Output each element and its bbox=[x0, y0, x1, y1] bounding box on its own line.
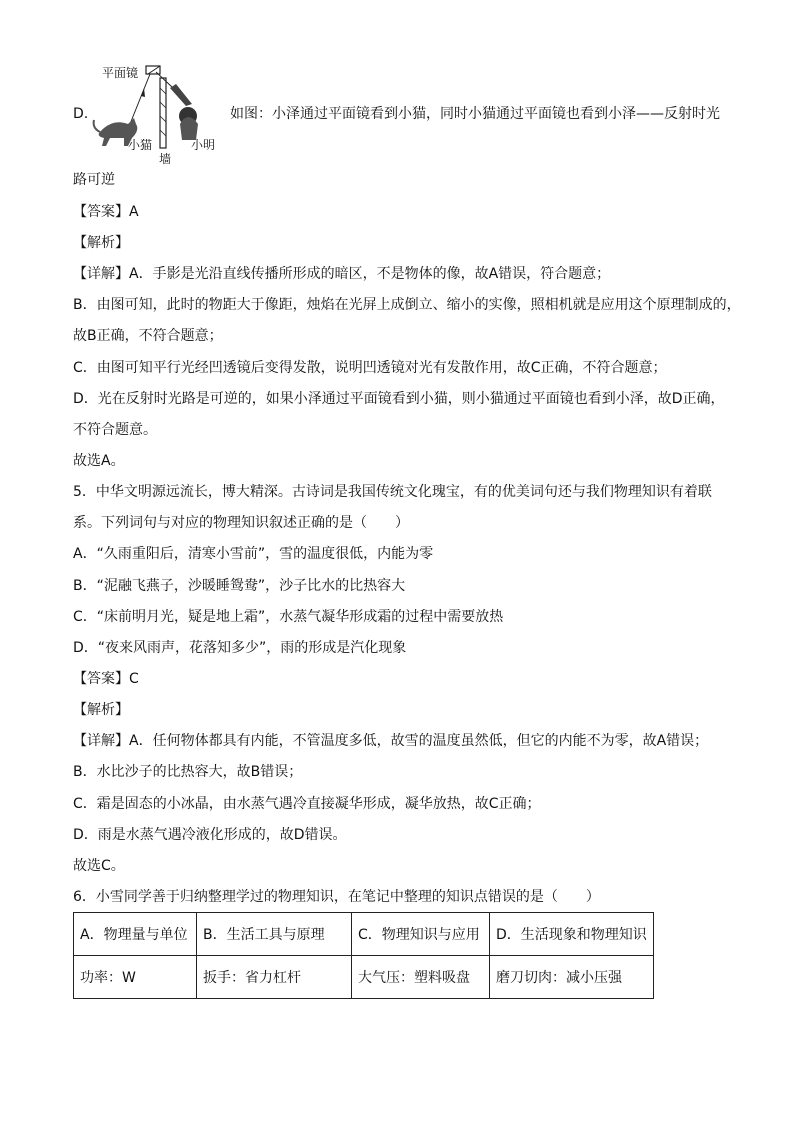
label-cat: 小猫 bbox=[128, 138, 153, 152]
q5-conclusion: 故选C。 bbox=[73, 858, 125, 874]
q5-stem-cont: 系。下列词句与对应的物理知识叙述正确的是（ ） bbox=[73, 515, 409, 531]
table-row bbox=[74, 956, 654, 999]
table-cell: 大气压：塑料吸盘 bbox=[352, 956, 490, 999]
table-header-cell: D．生活现象和物理知识 bbox=[490, 913, 654, 956]
label-boy: 小明 bbox=[191, 138, 216, 152]
table-cell: 磨刀切肉：减小压强 bbox=[490, 956, 654, 999]
table-header-cell: B．生活工具与原理 bbox=[197, 913, 352, 956]
option-d-text: 如图：小泽通过平面镜看到小猫，同时小猫通过平面镜也看到小泽——反射时光 bbox=[230, 106, 720, 122]
q5-answer: 【答案】C bbox=[73, 671, 139, 687]
q5-analysis-heading: 【解析】 bbox=[73, 702, 129, 718]
q4-answer: 【答案】A bbox=[73, 204, 139, 220]
q4-detail-line: 不符合题意。 bbox=[73, 422, 157, 438]
q4-detail-line: 【详解】A．手影是光沿直线传播所形成的暗区，不是物体的像，故A错误，符合题意； bbox=[73, 266, 611, 282]
q5-detail-line: D．雨是水蒸气遇冷液化形成的，故D错误。 bbox=[73, 827, 347, 843]
table-cell: 扳手：省力杠杆 bbox=[197, 956, 352, 999]
q6-stem: 6．小雪同学善于归纳整理学过的物理知识，在笔记中整理的知识点错误的是（ ） bbox=[73, 889, 600, 905]
table-header-cell: C．物理知识与应用 bbox=[352, 913, 490, 956]
q4-analysis-heading: 【解析】 bbox=[73, 235, 129, 251]
label-wall: 墙 bbox=[159, 152, 172, 166]
q5-detail-line: B．水比沙子的比热容大，故B错误； bbox=[73, 764, 303, 780]
option-d-text-cont: 路可逆 bbox=[73, 172, 115, 188]
table-cell: 功率：W bbox=[74, 956, 197, 999]
q5-option-d: D．“夜来风雨声，花落知多少”，雨的形成是汽化现象 bbox=[73, 640, 407, 656]
q5-detail-line: 【详解】A．任何物体都具有内能，不管温度多低，故雪的温度虽然低，但它的内能不为零，故A错误； bbox=[73, 733, 709, 749]
q5-stem: 5．中华文明源远流长，博大精深。古诗词是我国传统文化瑰宝，有的优美词句还与我们物理知识有着联 bbox=[73, 484, 712, 500]
q5-option-c: C．“床前明月光，疑是地上霜”，水蒸气凝华形成霜的过程中需要放热 bbox=[73, 609, 504, 625]
q5-option-a: A．“久雨重阳后，清寒小雪前”，雪的温度很低，内能为零 bbox=[73, 546, 434, 562]
q5-option-b: B．“泥融飞燕子，沙暖睡鸳鸯”，沙子比水的比热容大 bbox=[73, 578, 406, 594]
table-header-row bbox=[74, 913, 654, 956]
q4-detail-line: B．由图可知，此时的物距大于像距，烛焰在光屏上成倒立、缩小的实像，照相机就是应用这个原理制成的， bbox=[73, 297, 741, 313]
q6-knowledge-table bbox=[73, 912, 654, 999]
q4-detail-line: C．由图可知平行光经凹透镜后变得发散，说明凹透镜对光有发散作用，故C正确，不符合题意； bbox=[73, 360, 667, 376]
label-plane-mirror: 平面镜 bbox=[102, 66, 139, 80]
mirror-reflection-figure bbox=[88, 58, 228, 166]
option-d-label: D. bbox=[73, 106, 89, 122]
q4-detail-line: 故B正确，不符合题意； bbox=[73, 328, 223, 344]
table-header-cell: A．物理量与单位 bbox=[74, 913, 197, 956]
q4-detail-line: D．光在反射时光路是可逆的，如果小泽通过平面镜看到小猫，则小猫通过平面镜也看到小泽，故D正确， bbox=[73, 391, 725, 407]
q5-detail-line: C．霜是固态的小冰晶，由水蒸气遇冷直接凝华形成，凝华放热，故C正确； bbox=[73, 796, 541, 812]
q4-conclusion: 故选A。 bbox=[73, 453, 125, 469]
